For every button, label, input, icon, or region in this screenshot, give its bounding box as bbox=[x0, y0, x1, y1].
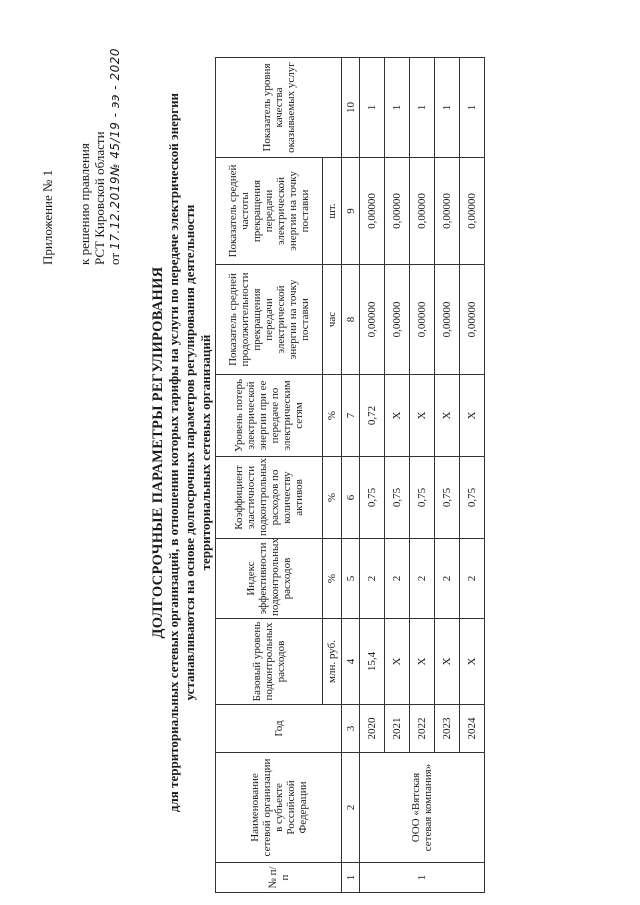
quality-cell: 1 bbox=[460, 58, 485, 158]
efficiency-index-cell: 2 bbox=[435, 539, 460, 619]
header-cell-10: Показатель уровня качества оказываемых услуг bbox=[216, 58, 342, 158]
efficiency-index-cell: 2 bbox=[385, 539, 410, 619]
colnum-8: 8 bbox=[342, 265, 360, 375]
annex-title: Приложение № 1 bbox=[40, 169, 55, 265]
header-cell-1: № п/п bbox=[216, 863, 342, 893]
year-cell: 2020 bbox=[360, 705, 385, 753]
document-title bbox=[150, 60, 214, 845]
annex-block bbox=[40, 48, 123, 265]
elasticity-cell: 0,75 bbox=[435, 457, 460, 539]
losses-cell: 0,72 bbox=[360, 375, 385, 457]
year-cell: 2022 bbox=[410, 705, 435, 753]
colnum-1: 1 bbox=[342, 863, 360, 893]
efficiency-index-cell: 2 bbox=[460, 539, 485, 619]
annex-line-3 bbox=[107, 48, 123, 265]
elasticity-cell: 0,75 bbox=[460, 457, 485, 539]
duration-cell: 0,00000 bbox=[410, 265, 435, 375]
frequency-cell: 0,00000 bbox=[435, 158, 460, 265]
colnum-10: 10 bbox=[342, 58, 360, 158]
elasticity-cell: 0,75 bbox=[360, 457, 385, 539]
base-costs-cell: X bbox=[460, 619, 485, 705]
year-cell: 2023 bbox=[435, 705, 460, 753]
base-costs-cell: X bbox=[410, 619, 435, 705]
organization-name: ООО «Вятская сетевая компания» bbox=[360, 753, 485, 863]
title-line-3: устанавливаются на основе долгосрочных параметров регулирования деятельности bbox=[182, 204, 197, 701]
losses-cell: X bbox=[385, 375, 410, 457]
unit-cell-7: % bbox=[323, 375, 342, 457]
header-cell-9: Показатель средней частоты прекращения передачи электрической энергии на точку поставки bbox=[216, 158, 323, 265]
base-costs-cell: X bbox=[435, 619, 460, 705]
elasticity-cell: 0,75 bbox=[410, 457, 435, 539]
colnum-4: 4 bbox=[342, 619, 360, 705]
title-main: ДОЛГОСРОЧНЫЕ ПАРАМЕТРЫ РЕГУЛИРОВАНИЯ bbox=[150, 266, 166, 639]
duration-cell: 0,00000 bbox=[460, 265, 485, 375]
header-cell-3: Год bbox=[216, 705, 342, 753]
frequency-cell: 0,00000 bbox=[460, 158, 485, 265]
unit-cell-5: % bbox=[323, 539, 342, 619]
title-line-4: территориальных сетевых организаций bbox=[198, 334, 213, 571]
quality-cell: 1 bbox=[410, 58, 435, 158]
unit-cell-4: млн. руб. bbox=[323, 619, 342, 705]
base-costs-cell: X bbox=[385, 619, 410, 705]
header-cell-5: Индекс эффективности подконтрольных расходов bbox=[216, 539, 323, 619]
title-line-2: для территориальных сетевых организаций, в отношении которых тарифы на услуги по передаче электрической энергии bbox=[166, 92, 181, 813]
frequency-cell: 0,00000 bbox=[360, 158, 385, 265]
annex-date-prefix: от bbox=[107, 252, 122, 265]
parameters-table bbox=[215, 57, 485, 893]
header-cell-4: Базовый уровень подконтрольных расходов bbox=[216, 619, 323, 705]
colnum-7: 7 bbox=[342, 375, 360, 457]
duration-cell: 0,00000 bbox=[360, 265, 385, 375]
annex-handwritten-date: 17.12.2019№ 45/19 - ээ - 2020 bbox=[108, 48, 122, 250]
losses-cell: X bbox=[435, 375, 460, 457]
quality-cell: 1 bbox=[360, 58, 385, 158]
header-cell-6: Коэффициент эластичности подконтрольных расходов по количеству активов bbox=[216, 457, 323, 539]
column-number-row bbox=[342, 58, 360, 893]
duration-cell: 0,00000 bbox=[385, 265, 410, 375]
unit-cell-8: час bbox=[323, 265, 342, 375]
annex-line-2: РСТ Кировской области bbox=[92, 131, 107, 265]
losses-cell: X bbox=[410, 375, 435, 457]
table-row bbox=[360, 58, 385, 893]
year-cell: 2021 bbox=[385, 705, 410, 753]
row-number: 1 bbox=[360, 863, 485, 893]
colnum-6: 6 bbox=[342, 457, 360, 539]
year-cell: 2024 bbox=[460, 705, 485, 753]
unit-cell-9: шт. bbox=[323, 158, 342, 265]
quality-cell: 1 bbox=[385, 58, 410, 158]
losses-cell: X bbox=[460, 375, 485, 457]
header-row bbox=[216, 58, 323, 893]
duration-cell: 0,00000 bbox=[435, 265, 460, 375]
colnum-9: 9 bbox=[342, 158, 360, 265]
elasticity-cell: 0,75 bbox=[385, 457, 410, 539]
header-cell-8: Показатель средней продолжительности прекращения передачи электрической энергии на точку поставки bbox=[216, 265, 323, 375]
frequency-cell: 0,00000 bbox=[385, 158, 410, 265]
colnum-2: 2 bbox=[342, 753, 360, 863]
header-cell-7: Уровень потерь электрической энергии при ее передаче по электрическим сетям bbox=[216, 375, 323, 457]
efficiency-index-cell: 2 bbox=[410, 539, 435, 619]
annex-line-1: к решению правления bbox=[77, 143, 92, 265]
colnum-3: 3 bbox=[342, 705, 360, 753]
frequency-cell: 0,00000 bbox=[410, 158, 435, 265]
quality-cell: 1 bbox=[435, 58, 460, 158]
header-cell-2: Наименование сетевой организации в субъекте Российской Федерации bbox=[216, 753, 342, 863]
unit-cell-6: % bbox=[323, 457, 342, 539]
base-costs-cell: 15,4 bbox=[360, 619, 385, 705]
efficiency-index-cell: 2 bbox=[360, 539, 385, 619]
colnum-5: 5 bbox=[342, 539, 360, 619]
